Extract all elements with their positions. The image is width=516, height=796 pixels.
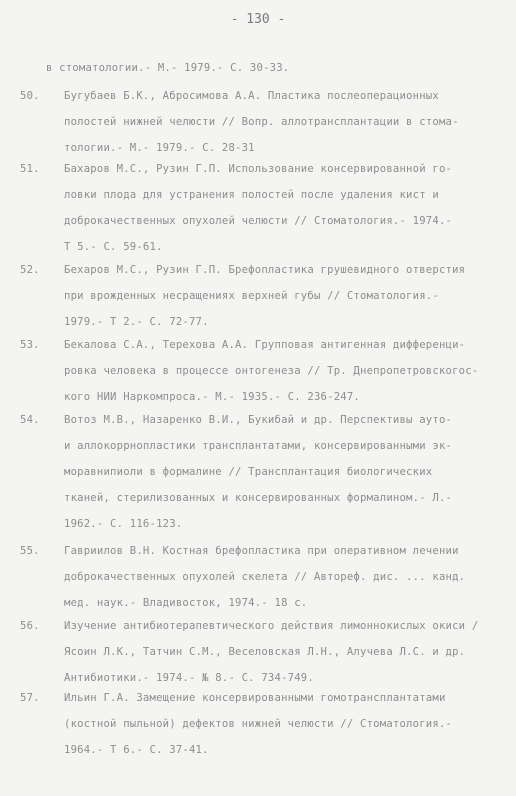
reference-line: кого НИИ Наркомпроса.- М.- 1935.- С. 236-247.	[64, 391, 361, 403]
reference-line: Бахаров М.С., Рузин Г.П. Использование консервированной го-	[64, 163, 453, 175]
reference-line: 1964.- Т 6.- С. 37-41.	[64, 744, 209, 756]
reference-line: Т 5.- С. 59-61.	[64, 241, 163, 253]
reference-line: тканей, стерилизованных и консервированных формалином.- Л.-	[64, 492, 453, 504]
reference-line: Вотоз М.В., Назаренко В.И., Букибай и др. Перспективы ауто-	[64, 414, 453, 426]
reference-line: ровка человека в процессе онтогенеза // Тр. Днепропетровскогос-	[64, 365, 479, 377]
reference-line: и аллокоррнопластики трансплантатами, консервированными эк-	[64, 440, 453, 452]
reference-line: Бекалова С.А., Терехова А.А. Групповая антигенная дифференци-	[64, 339, 466, 351]
reference-line: 1979.- Т 2.- С. 72-77.	[64, 316, 209, 328]
reference-line: Ясоин Л.К., Татчин С.М., Веселовская Л.Н., Алучева Л.С. и др.	[64, 646, 466, 658]
reference-line: Гавриилов В.Н. Костная брефопластика при оперативном лечении	[64, 545, 459, 557]
reference-line: в стоматологии.- М.- 1979.- С. 30-33.	[46, 62, 290, 74]
reference-line: Антибиотики.- 1974.- № 8.- С. 734-749.	[64, 672, 314, 684]
reference-line: Бугубаев Б.К., Абросимова А.А. Пластика послеоперационных	[64, 90, 439, 102]
reference-line: Изучение антибиотерапевтического действия лимоннокислых окиси /	[64, 620, 479, 632]
reference-line: 1962.- С. 116-123.	[64, 518, 183, 530]
reference-line: доброкачественных опухолей скелета // Автореф. дис. ... канд.	[64, 571, 466, 583]
reference-line: мед. наук.- Владивосток, 1974.- 18 с.	[64, 597, 308, 609]
reference-number: 57.	[20, 692, 40, 704]
reference-line: тологии.- М.- 1979.- С. 28-31	[64, 142, 255, 154]
page-number: - 130 -	[230, 12, 286, 27]
reference-line: Бехаров М.С., Рузин Г.П. Брефопластика грушевидного отверстия	[64, 264, 466, 276]
reference-line: при врожденных несращениях верхней губы // Стоматология.-	[64, 290, 439, 302]
reference-number: 51.	[20, 163, 40, 175]
reference-line: (костной пыльной) дефектов нижней челюсти // Стоматология.-	[64, 718, 453, 730]
reference-number: 54.	[20, 414, 40, 426]
reference-number: 53.	[20, 339, 40, 351]
reference-number: 52.	[20, 264, 40, 276]
reference-number: 56.	[20, 620, 40, 632]
reference-line: моравнипиоли в формалине // Трансплантация биологических	[64, 466, 433, 478]
reference-line: Ильин Г.А. Замещение консервированными гомотрансплантатами	[64, 692, 446, 704]
reference-line: полостей нижней челюсти // Вопр. аллотрансплантации в стома-	[64, 116, 459, 128]
reference-number: 55.	[20, 545, 40, 557]
reference-number: 50.	[20, 90, 40, 102]
reference-line: доброкачественных опухолей челюсти // Стоматология.- 1974.-	[64, 215, 453, 227]
reference-line: ловки плода для устранения полостей после удаления кист и	[64, 189, 439, 201]
